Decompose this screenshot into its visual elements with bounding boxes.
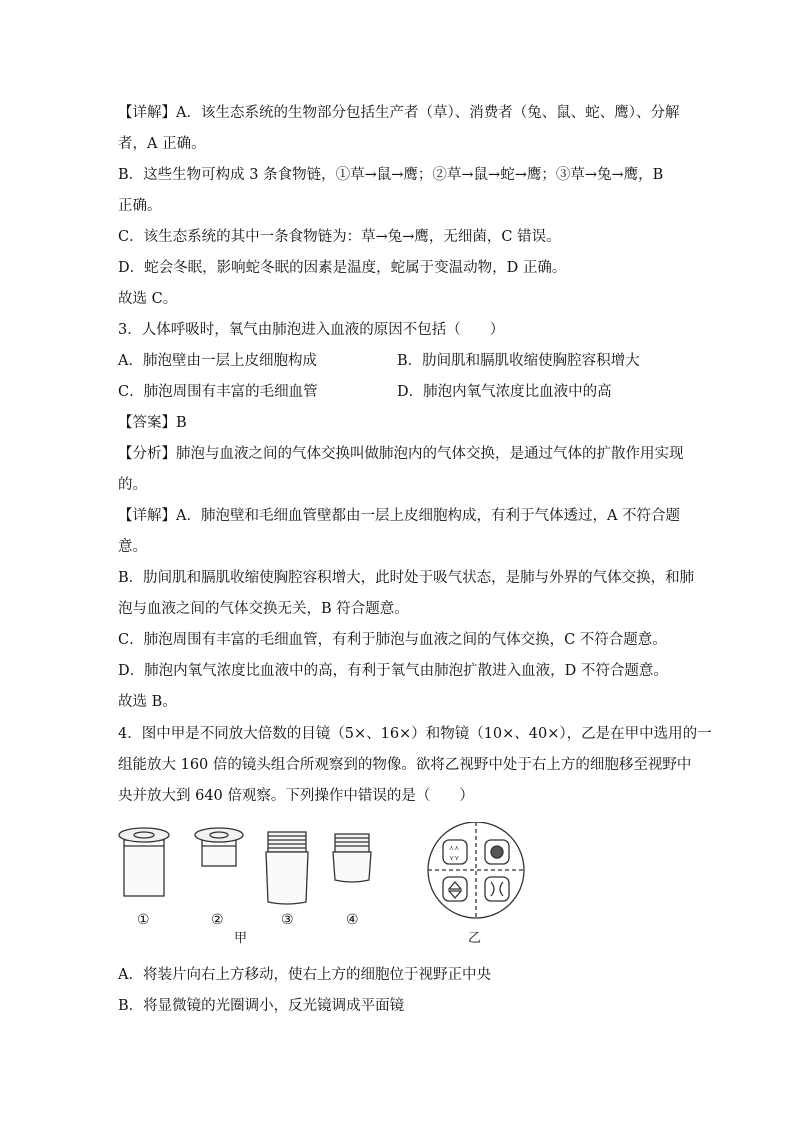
q3-option-a: A．肺泡壁由一层上皮细胞构成 [118,353,317,369]
q2-detail-d: D．蛇会冬眠，影响蛇冬眠的因素是温度，蛇属于变温动物，D 正确。 [118,260,567,276]
microscope-figure [110,822,670,952]
q2-choice: 故选 C。 [118,291,178,307]
lens-label-2: ② [211,912,224,928]
q4-stem-line3: 央并放大到 640 倍观察。下列操作中错误的是（ ） [118,788,474,804]
q4-option-a: A．将装片向右上方移动，使右上方的细胞位于视野正中央 [118,967,491,983]
lens-label-1: ① [137,912,150,928]
q3-detail-d: D．肺泡内氧气浓度比血液中的高，有利于氧气由肺泡扩散进入血液，D 不符合题意。 [118,663,668,679]
q3-analysis-line1: 【分析】肺泡与血液之间的气体交换叫做肺泡内的气体交换，是通过气体的扩散作用实现 [118,446,684,462]
lens-label-4: ④ [346,912,359,928]
q3-analysis-line2: 的。 [118,477,147,493]
lens-3-objective-long [266,832,308,904]
q2-detail-b-line2: 正确。 [118,198,162,214]
lens-4-objective-short [333,834,371,882]
q3-detail-a-line1: 【详解】A．肺泡壁和毛细血管壁都由一层上皮细胞构成，有利于气体透过，A 不符合题 [118,508,681,524]
q4-option-b: B．将显微镜的光圈调小，反光镜调成平面镜 [118,998,405,1014]
lens-2-eyepiece-short [195,828,243,866]
figure-label-yi: 乙 [468,931,482,946]
q3-option-b: B．肋间肌和膈肌收缩使胸腔容积增大 [397,353,640,369]
q2-detail-b-line1: B．这些生物可构成 3 条食物链，①草→鼠→鹰；②草→鼠→蛇→鹰；③草→兔→鹰，B [118,167,664,183]
q3-option-c: C．肺泡周围有丰富的毛细血管 [118,384,318,400]
q3-detail-a-line2: 意。 [118,539,147,555]
q3-choice: 故选 B。 [118,694,177,710]
q2-detail-a-line1: 【详解】A．该生态系统的生物部分包括生产者（草）、消费者（兔、鼠、蛇、鹰）、分解 [118,105,680,121]
svg-text:⋎⋎: ⋎⋎ [449,854,460,862]
q2-detail-c: C．该生态系统的其中一条食物链为：草→兔→鹰，无细菌，C 错误。 [118,229,561,245]
q2-detail-a-line2: 者，A 正确。 [118,136,206,152]
figure-label-jia: 甲 [234,931,248,946]
lens-1-eyepiece-long [119,828,169,896]
q4-stem-line2: 组能放大 160 倍的镜头组合所观察到的物像。欲将乙视野中处于右上方的细胞移至视野中 [118,757,692,773]
q3-detail-b-line1: B．肋间肌和膈肌收缩使胸腔容积增大，此时处于吸气状态，是肺与外界的气体交换，和肺 [118,570,695,586]
microscope-figure-svg [110,822,670,952]
q3-stem: 3．人体呼吸时，氧气由肺泡进入血液的原因不包括（ ） [118,322,505,338]
field-of-view [428,822,524,918]
q3-option-d: D．肺泡内氧气浓度比血液中的高 [397,384,612,400]
q3-detail-c: C．肺泡周围有丰富的毛细血管，有利于肺泡与血液之间的气体交换，C 不符合题意。 [118,632,667,648]
q4-stem-line1: 4．图中甲是不同放大倍数的目镜（5×、16×）和物镜（10×、40×），乙是在甲中选用的一 [118,726,712,742]
q3-detail-b-line2: 泡与血液之间的气体交换无关，B 符合题意。 [118,601,409,617]
q3-options-row1 [118,351,317,371]
lens-label-3: ③ [281,912,294,928]
q3-answer: 【答案】B [118,415,187,431]
svg-text:⋏⋏: ⋏⋏ [449,844,460,852]
